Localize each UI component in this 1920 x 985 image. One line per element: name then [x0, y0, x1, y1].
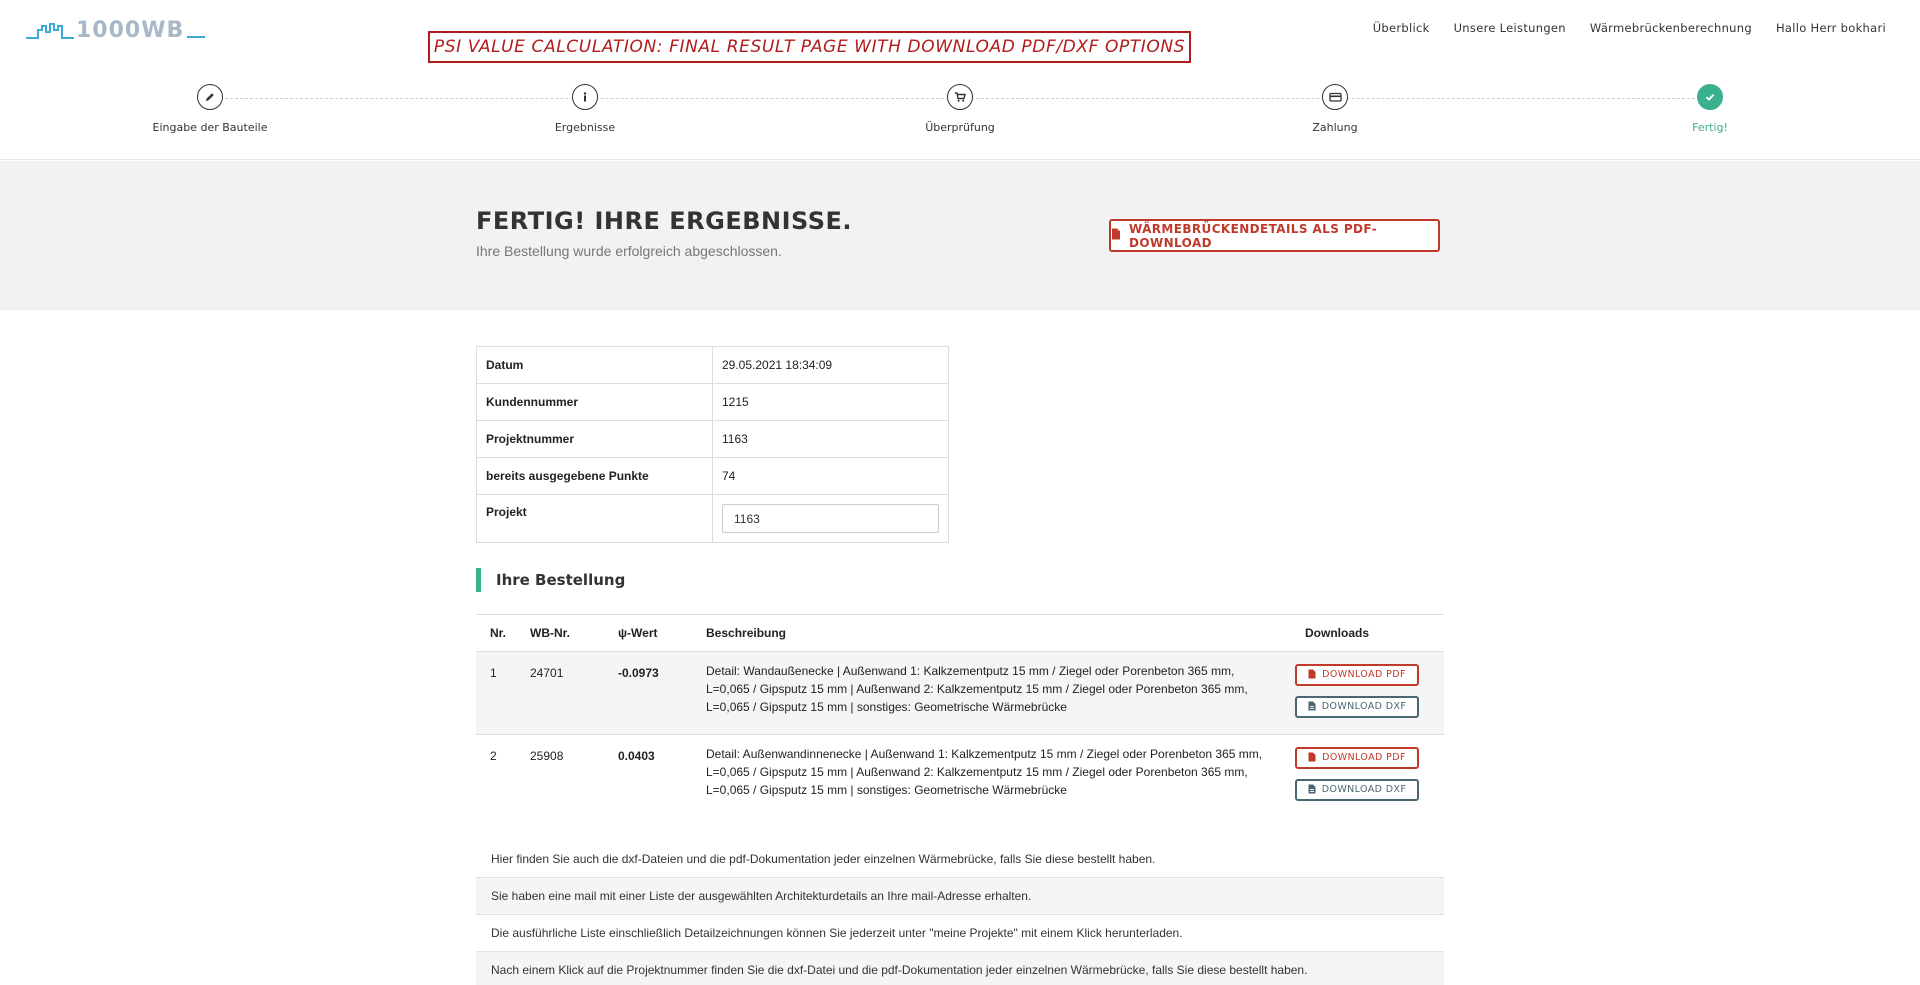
file-icon: [1308, 781, 1316, 799]
download-dxf-button[interactable]: [1295, 696, 1419, 718]
pdf-file-icon: [1111, 227, 1121, 245]
step-input[interactable]: [110, 84, 310, 134]
info-row-date: [477, 347, 949, 384]
page-subtitle: Ihre Bestellung wurde erfolgreich abgeschlossen.: [476, 243, 782, 259]
check-icon: [1697, 84, 1723, 110]
step-label: Eingabe der Bauteile: [152, 121, 268, 134]
cell-downloads: [1291, 735, 1444, 817]
project-name-input[interactable]: [722, 504, 939, 533]
download-dxf-button[interactable]: [1295, 779, 1419, 801]
col-description: Beschreibung: [692, 615, 1291, 652]
step-label: Ergebnisse: [554, 121, 616, 134]
download-pdf-button[interactable]: [1295, 664, 1419, 686]
pencil-icon: [197, 84, 223, 110]
logo-text: 1000WB: [76, 17, 185, 43]
banner-text: PSI VALUE CALCULATION: FINAL RESULT PAGE WITH DOWNLOAD PDF/DXF OPTIONS: [433, 37, 1186, 57]
info-value: 1215: [713, 384, 949, 421]
cell-nr: 1: [476, 652, 516, 735]
cell-psi-value: -0.0973: [604, 652, 692, 735]
progress-stepper: [0, 84, 1920, 144]
info-key: Projekt: [477, 495, 713, 543]
info-key: Projektnummer: [477, 421, 713, 458]
download-pdf-label: DOWNLOAD PDF: [1322, 669, 1406, 680]
pdf-download-label: WÄRMEBRÜCKENDETAILS ALS PDF-DOWNLOAD: [1129, 221, 1377, 250]
cell-nr: 2: [476, 735, 516, 817]
cell-description: Detail: Außenwandinnenecke | Außenwand 1: Kalkzementputz 15 mm / Ziegel oder Porenbeton 365 mm, L=0,065 / Gipsputz 15 mm | Außenwand 2: Kalkzementputz 15 mm / Ziegel oder Porenbeton 365 mm, L=0,065 / Gipsputz 15 mm | sonstiges: Geometrische Wärmebrücke: [692, 735, 1291, 817]
thermal-bridge-pdf-download-button[interactable]: [1109, 219, 1440, 252]
info-value: 29.05.2021 18:34:09: [713, 347, 949, 384]
nav-thermal-bridge-calc[interactable]: Wärmebrückenberechnung: [1589, 21, 1752, 35]
col-psi-value: ψ-Wert: [604, 615, 692, 652]
info-key: Kundennummer: [477, 384, 713, 421]
main-nav: [1373, 21, 1886, 35]
table-row: [476, 652, 1444, 735]
logo-buildings-icon: [26, 20, 74, 40]
info-row-project-number: [477, 421, 949, 458]
cell-downloads: [1291, 652, 1444, 735]
cell-description: Detail: Wandaußenecke | Außenwand 1: Kalkzementputz 15 mm / Ziegel oder Porenbeton 365 mm, L=0,065 / Gipsputz 15 mm | Außenwand 2: Kalkzementputz 15 mm / Ziegel oder Porenbeton 365 mm, L=0,065 / Gipsputz 15 mm | sonstiges: Geometrische Wärmebrücke: [692, 652, 1291, 735]
result-hero: [0, 161, 1920, 310]
step-payment[interactable]: [1235, 84, 1435, 134]
logo-underline: [187, 36, 205, 38]
info-icon: [572, 84, 598, 110]
step-label: Fertig!: [1692, 121, 1728, 134]
step-label: Überprüfung: [925, 121, 995, 134]
cart-icon: [947, 84, 973, 110]
info-value: [713, 495, 949, 543]
order-info-table: [476, 346, 949, 543]
nav-services[interactable]: Unsere Leistungen: [1453, 21, 1566, 35]
info-key: Datum: [477, 347, 713, 384]
table-row: [476, 735, 1444, 817]
info-notes-list: [476, 841, 1444, 985]
order-table: [476, 614, 1444, 817]
pdf-file-icon: [1308, 666, 1316, 684]
file-icon: [1308, 698, 1316, 716]
col-downloads: Downloads: [1291, 615, 1444, 652]
download-pdf-label: DOWNLOAD PDF: [1322, 752, 1406, 763]
list-item: Die ausführliche Liste einschließlich Detailzeichnungen können Sie jederzeit unter "meine Projekte" mit einem Klick herunterladen.: [476, 915, 1444, 952]
step-review[interactable]: [860, 84, 1060, 134]
col-nr: Nr.: [476, 615, 516, 652]
download-dxf-label: DOWNLOAD DXF: [1321, 701, 1407, 712]
list-item: Sie haben eine mail mit einer Liste der ausgewählten Architekturdetails an Ihre mail-Adresse erhalten.: [476, 878, 1444, 915]
cell-wb-nr: 25908: [516, 735, 604, 817]
header: [0, 0, 1920, 160]
list-item: Hier finden Sie auch die dxf-Dateien und die pdf-Dokumentation jeder einzelnen Wärmebrücke, falls Sie diese bestellt haben.: [476, 841, 1444, 878]
order-table-header: [476, 615, 1444, 652]
page-title: FERTIG! IHRE ERGEBNISSE.: [476, 207, 853, 235]
info-value: 1163: [713, 421, 949, 458]
list-item: Nach einem Klick auf die Projektnummer finden Sie die dxf-Datei und die pdf-Dokumentation jeder einzelnen Wärmebrücke, falls Sie diese bestellt haben.: [476, 952, 1444, 985]
step-results[interactable]: [485, 84, 685, 134]
pdf-file-icon: [1308, 749, 1316, 767]
info-row-project: [477, 495, 949, 543]
order-heading-text: Ihre Bestellung: [496, 571, 626, 589]
info-value: 74: [713, 458, 949, 495]
nav-user-greeting[interactable]: Hallo Herr bokhari: [1775, 21, 1886, 35]
cell-wb-nr: 24701: [516, 652, 604, 735]
info-key: bereits ausgegebene Punkte: [477, 458, 713, 495]
order-section-heading: [476, 568, 625, 592]
step-label: Zahlung: [1312, 121, 1358, 134]
credit-card-icon: [1322, 84, 1348, 110]
info-row-customer: [477, 384, 949, 421]
download-pdf-button[interactable]: [1295, 747, 1419, 769]
step-done[interactable]: [1610, 84, 1810, 134]
logo[interactable]: [26, 18, 205, 42]
cell-psi-value: 0.0403: [604, 735, 692, 817]
download-dxf-label: DOWNLOAD DXF: [1321, 784, 1407, 795]
info-row-points: [477, 458, 949, 495]
page-annotation-banner: [428, 31, 1191, 63]
col-wb-nr: WB-Nr.: [516, 615, 604, 652]
nav-overview[interactable]: Überblick: [1372, 21, 1430, 35]
